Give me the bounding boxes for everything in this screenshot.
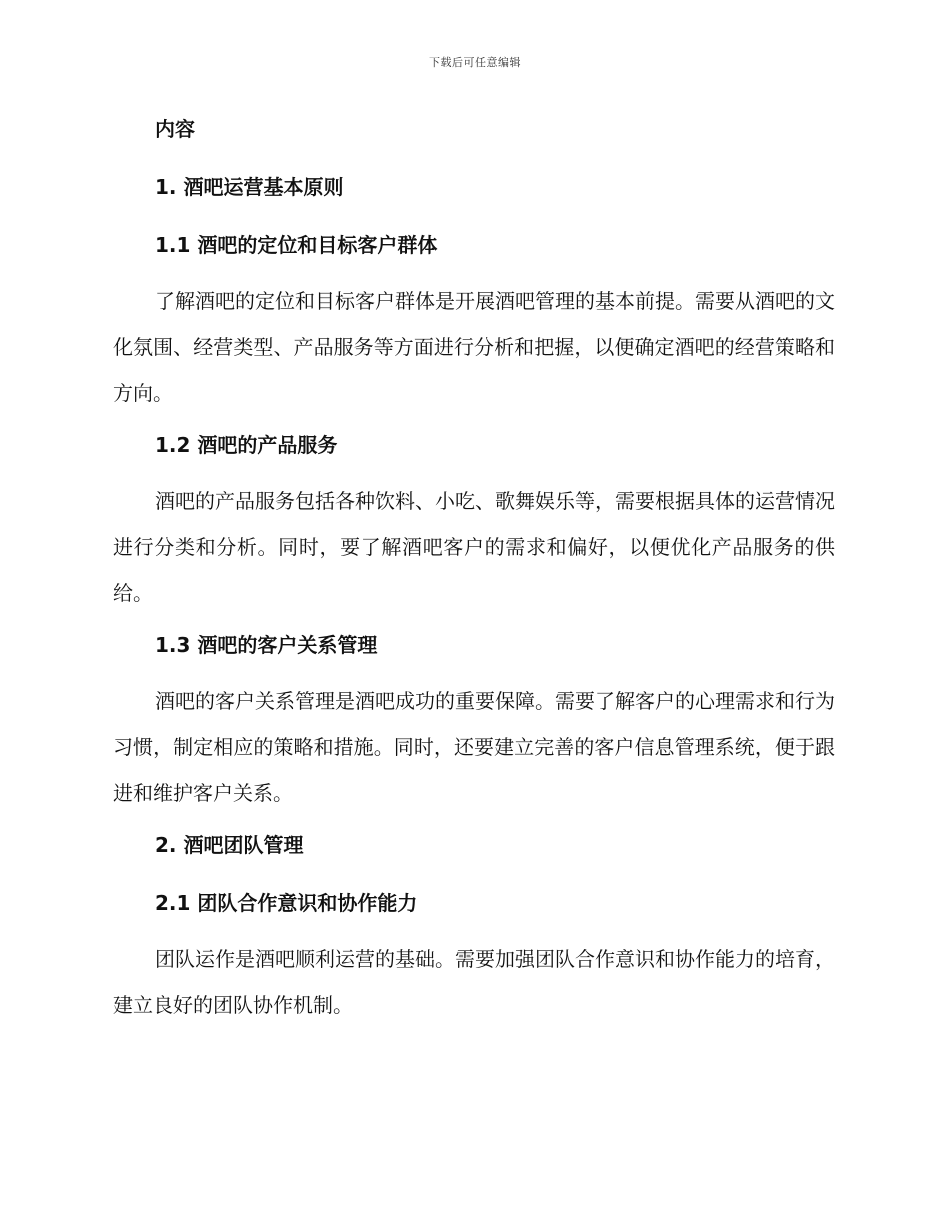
- toc-title: 内容: [155, 117, 195, 141]
- section-heading-2-1: 2.1 团队合作意识和协作能力: [155, 891, 418, 915]
- paragraph-1-3: 酒吧的客户关系管理是酒吧成功的重要保障。需要了解客户的心理需求和行为习惯，制定相应的策略和措施。同时，还要建立完善的客户信息管理系统，便于跟进和维护客户关系。: [113, 689, 835, 805]
- section-heading-1-3: 1.3 酒吧的客户关系管理: [155, 633, 378, 657]
- section-heading-1-1: 1.1 酒吧的定位和目标客户群体: [155, 233, 438, 257]
- section-heading-2: 2. 酒吧团队管理: [155, 833, 304, 857]
- paragraph-1-1: 了解酒吧的定位和目标客户群体是开展酒吧管理的基本前提。需要从酒吧的文化氛围、经营类型、产品服务等方面进行分析和把握，以便确定酒吧的经营策略和方向。: [113, 289, 835, 405]
- section-heading-1-2: 1.2 酒吧的产品服务: [155, 433, 338, 457]
- page-header-note: 下载后可任意编辑: [429, 56, 521, 69]
- document-body: [113, 112, 835, 1040]
- section-heading-1: 1. 酒吧运营基本原则: [155, 175, 344, 199]
- paragraph-1-2: 酒吧的产品服务包括各种饮料、小吃、歌舞娱乐等，需要根据具体的运营情况进行分类和分析。同时，要了解酒吧客户的需求和偏好，以便优化产品服务的供给。: [113, 489, 835, 605]
- paragraph-2-1: 团队运作是酒吧顺利运营的基础。需要加强团队合作意识和协作能力的培育，建立良好的团队协作机制。: [113, 947, 835, 1017]
